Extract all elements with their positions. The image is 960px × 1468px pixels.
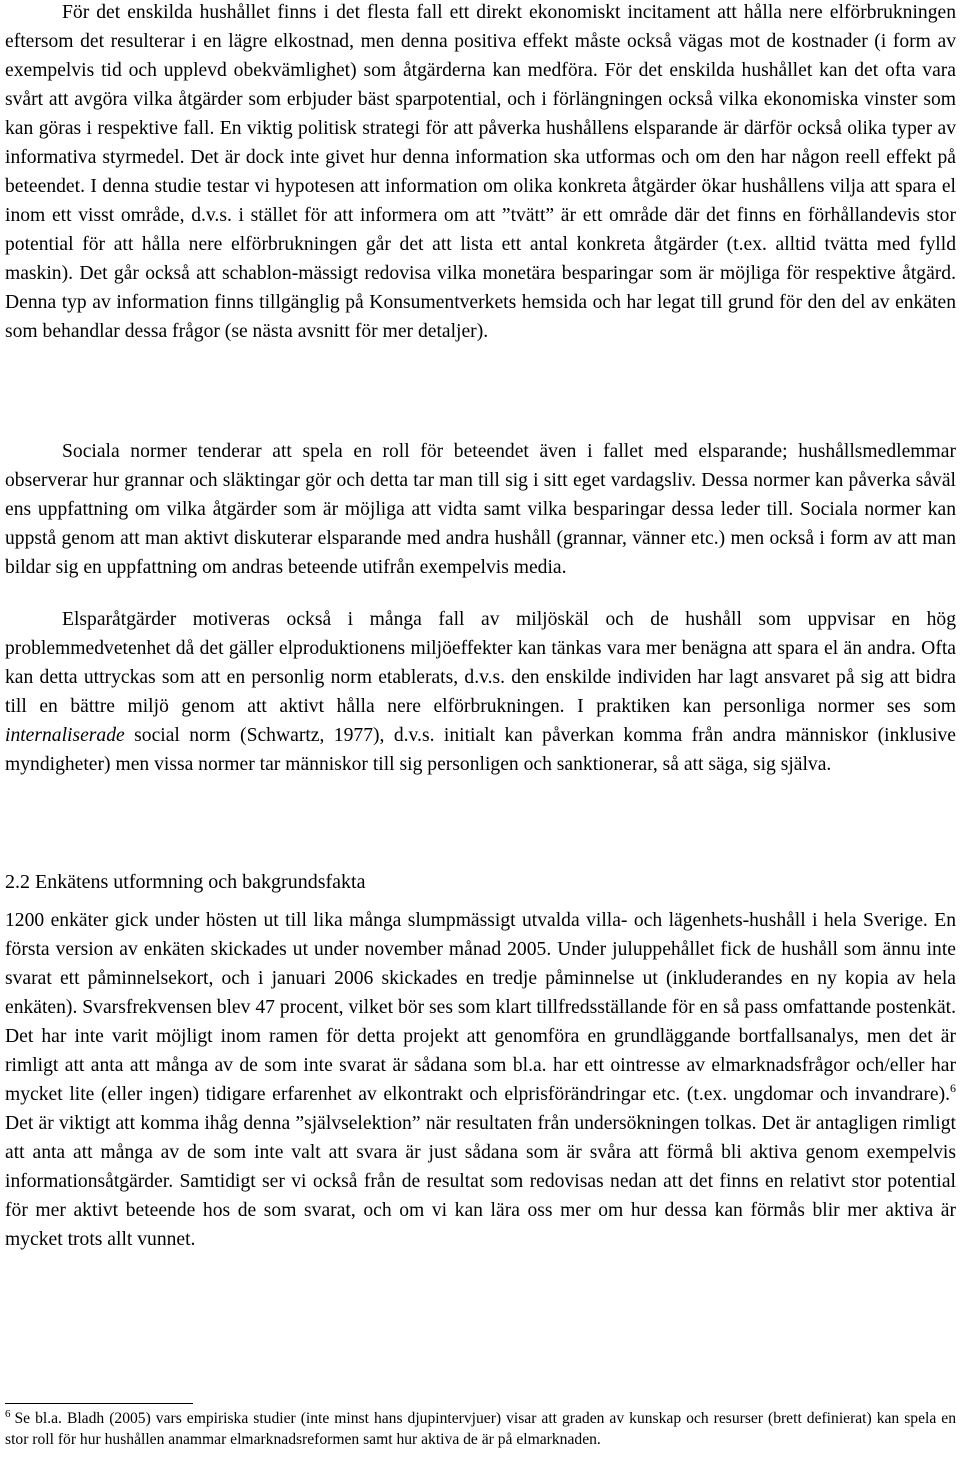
footnote-text: Se bl.a. Bladh (2005) vars empiriska studier (inte minst hans djupintervjuer) visar att graden av kunskap och resurser (brett definierat) kan spela en stor roll för hur hushållen anammar elmarknadsreformen samt hur aktiva de är på elmarknaden. bbox=[5, 1410, 956, 1448]
footnote bbox=[5, 1408, 956, 1450]
paragraph-2-text: Sociala normer tenderar att spela en roll för beteendet även i fallet med elsparande; hushållsmedlemmar observerar hur grannar och släktingar gör och detta tar man till sig i sitt eget vardagsliv. Dessa normer kan påverka såväl ens uppfattning om vilka åtgärder som är möjliga att vidta samt vilka besparingar dessa leder till. Sociala normer kan uppstå genom att man aktivt diskuterar elsparande med andra hushåll (grannar, vänner etc.) men också i form av att man bildar sig en uppfattning om andras beteende utifrån exempelvis media. bbox=[5, 441, 956, 578]
footnote-reference[interactable]: 6 bbox=[950, 1081, 956, 1095]
paragraph-3-emphasis: internaliserade bbox=[5, 725, 125, 746]
section-heading: 2.2 Enkätens utformning och bakgrundsfakta bbox=[5, 871, 366, 893]
paragraph-1-text: För det enskilda hushållet finns i det flesta fall ett direkt ekonomiskt incitament att hålla nere elförbrukningen eftersom det resulterar i en lägre elkostnad, men denna positiva effekt måste också vägas mot de kostnader (i form av exempelvis tid och upplevd obekvämlighet) som åtgärderna kan medföra. För det enskilda hushållet kan det ofta vara svårt att avgöra vilka åtgärder som erbjuder bäst sparpotential, och i förlängningen också vilka ekonomiska vinster som kan göras i respektive fall. En viktig politisk strategi för att påverka hushållens elsparande är därför också olika typer av informativa styrmedel. Det är dock inte givet hur denna information ska utformas och om den har någon reell effekt på beteendet. I denna studie testar vi hypotesen att information om olika konkreta åtgärder ökar hushållens vilja att spara el inom ett visst område, d.v.s. i stället för att informera om att ”tvätt” är ett område där det finns en förhållandevis stor potential för att hålla nere elförbrukningen går det att lista ett antal konkreta åtgärder (t.ex. alltid tvätta med fylld maskin). Det går också att schablon-mässigt redovisa vilka monetära besparingar som är möjliga för respektive åtgärd. Denna typ av information finns tillgänglig på Konsumentverkets hemsida och har legat till grund för den del av enkäten som behandlar dessa frågor (se nästa avsnitt för mer detaljer). bbox=[5, 2, 956, 342]
body-paragraph-4 bbox=[5, 906, 956, 1254]
paragraph-3-text-before: Elsparåtgärder motiveras också i många fall av miljöskäl och de hushåll som uppvisar en hög problemmedvetenhet då det gäller elproduktionens miljöeffekter kan tänkas vara mer benägna att spara el än andra. Ofta kan detta uttryckas som att en personlig norm etablerats, d.v.s. den enskilde individen har lagt ansvaret på sig att bidra till en bättre miljö genom att aktivt hålla nere elförbrukningen. I praktiken kan personliga normer ses som bbox=[5, 609, 956, 717]
paragraph-3-text-after: social norm (Schwartz, 1977), d.v.s. initialt kan påverkan komma från andra människor (inklusive myndigheter) men vissa normer tar människor till sig personligen och sanktionerar, så att säga, sig själva. bbox=[5, 725, 956, 775]
body-paragraph-1 bbox=[5, 0, 956, 346]
paragraph-4-text-after: Det är viktigt att komma ihåg denna ”självselektion” när resultaten från undersökningen tolkas. Det är antagligen rimligt att anta att många av de som inte valt att svara är just sådana som är svåra att förmå bli aktiva genom exempelvis informationsåtgärder. Samtidigt ser vi också från de resultat som redovisas nedan att det finns en relativt stor potential för mer aktivt beteende hos de som svarat, och om vi kan lära oss mer om hur dessa kan förmås blir mer aktiva är mycket trots allt vunnet. bbox=[5, 1113, 956, 1250]
paragraph-4-text-before: 1200 enkäter gick under hösten ut till lika många slumpmässigt utvalda villa- och lägenhets-hushåll i hela Sverige. En första version av enkäten skickades ut under november månad 2005. Under juluppehållet fick de hushåll som ännu inte svarat ett påminnelsekort, och i januari 2006 skickades en tredje påminnelse ut (inkluderandes en ny kopia av hela enkäten). Svarsfrekvensen blev 47 procent, vilket bör ses som klart tillfredsställande för en så pass omfattande postenkät. Det har inte varit möjligt inom ramen för detta projekt att genomföra en grundläggande bortfallsanalys, men det är rimligt att anta att många av de som inte svarat är sådana som bl.a. har ett ointresse av elmarknadsfrågor och/eller har mycket lite (eller ingen) tidigare erfarenhet av elkontrakt och elprisförändringar etc. (t.ex. ungdomar och invandrare). bbox=[5, 910, 956, 1105]
body-paragraph-2 bbox=[5, 437, 956, 582]
body-paragraph-3 bbox=[5, 605, 956, 779]
footnote-separator bbox=[5, 1403, 193, 1404]
footnote-number: 6 bbox=[5, 1408, 11, 1420]
